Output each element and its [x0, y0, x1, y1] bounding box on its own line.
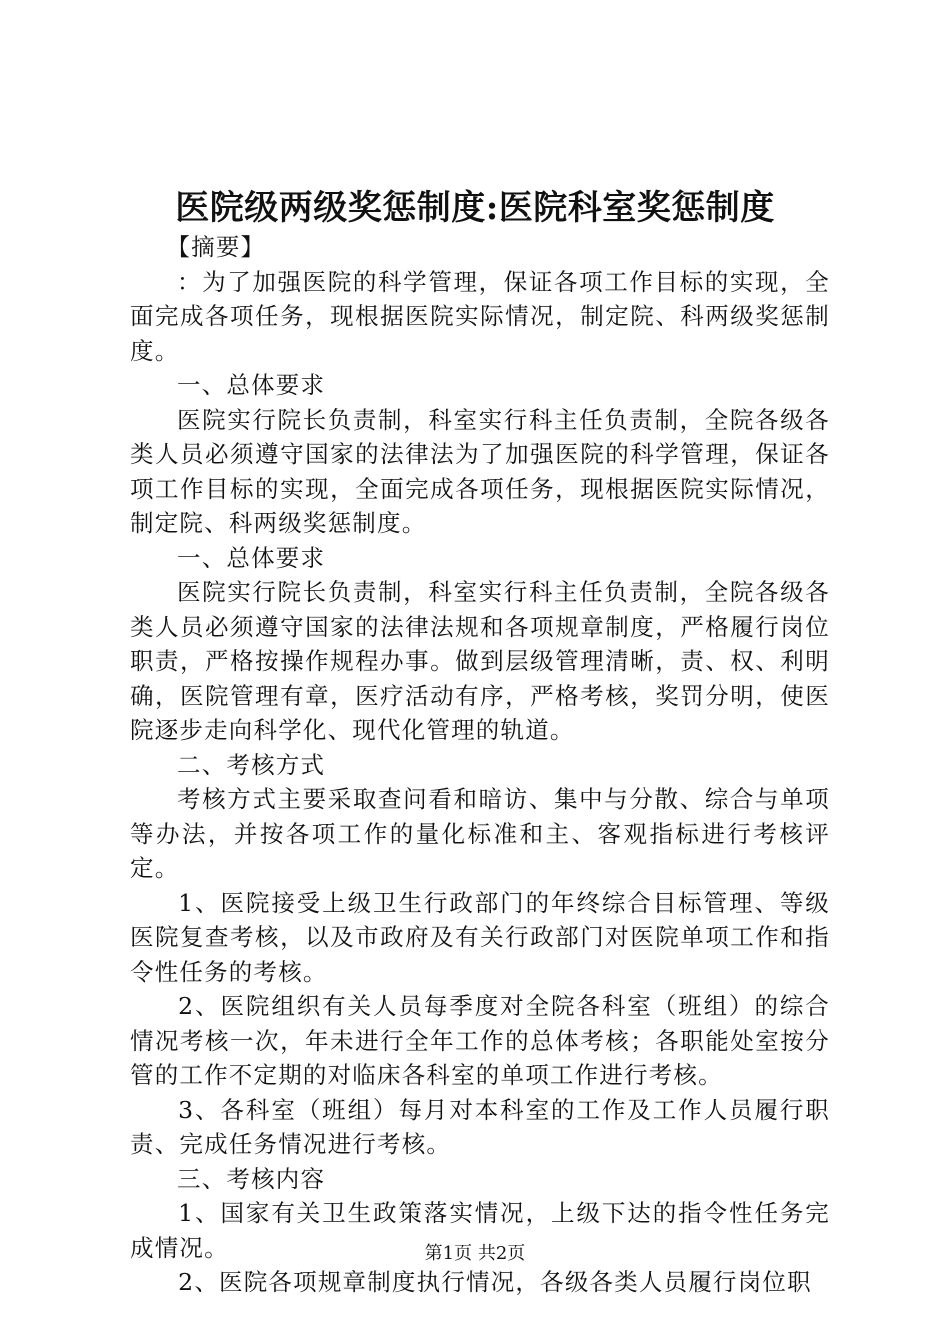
list-item-content-2: 2、医院各项规章制度执行情况，各级各类人员履行岗位职 [178, 1268, 812, 1296]
section-heading-general-requirements-repeat: 一、总体要求 [177, 543, 326, 572]
list-item-assessment-3: 3、各科室（班组）每月对本科室的工作及工作人员履行职责、完成任务情况进行考核。 [130, 1095, 830, 1158]
paragraph-general-requirements-repeat: 医院实行院长负责制，科室实行科主任负责制，全院各级各类人员必须遵守国家的法律法规和各项规章制度，严格履行岗位职责，严格按操作规程办事。做到层级管理清晰，责、权、利明确，医院管理有章，医疗活动有序，严格考核，奖罚分明，使医院逐步走向科学化、现代化管理的轨道。 [130, 578, 830, 744]
document-title: 医院级两级奖惩制度:医院科室奖惩制度 [175, 188, 775, 228]
abstract-paragraph: ：为了加强医院的科学管理，保证各项工作目标的实现，全面完成各项任务，现根据医院实际情况，制定院、科两级奖惩制度。 [130, 267, 830, 365]
list-item-assessment-1: 1、医院接受上级卫生行政部门的年终综合目标管理、等级医院复查考核，以及市政府及有关行政部门对医院单项工作和指令性任务的考核。 [130, 888, 830, 986]
section-heading-assessment-method: 二、考核方式 [177, 750, 326, 779]
list-item-content-1: 1、国家有关卫生政策落实情况，上级下达的指令性任务完成情况。 [130, 1199, 830, 1262]
section-heading-general-requirements: 一、总体要求 [177, 371, 326, 399]
section-heading-assessment-content: 三、考核内容 [177, 1164, 326, 1193]
page-footer: 第1页 共2页 [424, 1243, 526, 1264]
paragraph-assessment-method: 考核方式主要采取查问看和暗访、集中与分散、综合与单项等办法，并按各项工作的量化标准和主、客观指标进行考核评定。 [130, 785, 830, 882]
document-body [130, 230, 830, 1300]
list-item-assessment-2: 2、医院组织有关人员每季度对全院各科室（班组）的综合情况考核一次，年未进行全年工作的总体考核；各职能处室按分管的工作不定期的对临床各科室的单项工作进行考核。 [130, 992, 830, 1089]
paragraph-general-requirements: 医院实行院长负责制，科室实行科主任负责制，全院各级各类人员必须遵守国家的法律法为了加强医院的科学管理，保证各项工作目标的实现，全面完成各项任务，现根据医院实际情况，制定院、科两级奖惩制度。 [130, 405, 830, 537]
abstract-heading: 【摘要】 [166, 233, 266, 261]
